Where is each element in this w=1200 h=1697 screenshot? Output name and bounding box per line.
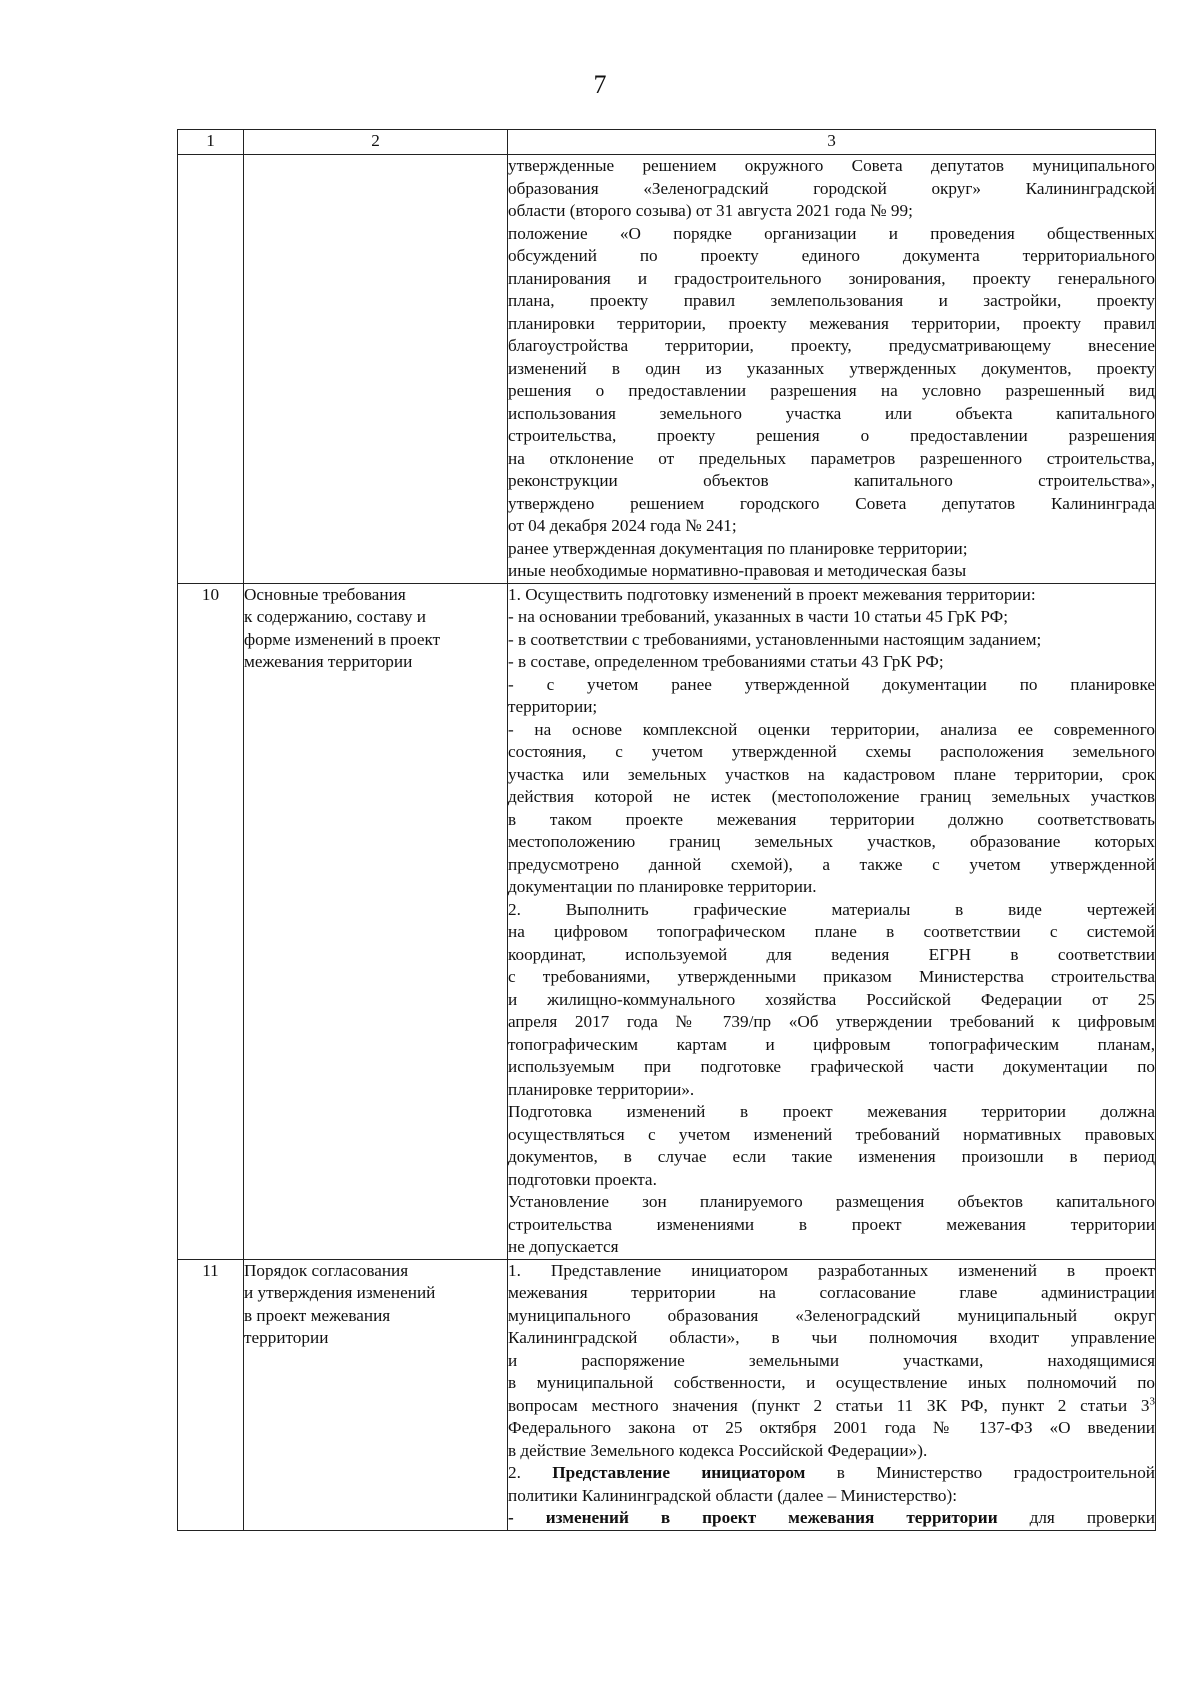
text-line: образования «Зеленоградский городской округ» Калининградской	[508, 178, 1155, 198]
text-line: 2. Выполнить графические материалы в виде чертежей	[508, 899, 1155, 919]
text-line: 1. Осуществить подготовку изменений в проект межевания территории:	[508, 584, 1036, 604]
text-line: решения о предоставлении разрешения на условно разрешенный вид	[508, 381, 1155, 400]
text-line: участка или земельных участков на кадастровом плане территории, срок	[508, 764, 1155, 784]
text-line: осуществляться с учетом изменений требований нормативных правовых	[508, 1124, 1155, 1144]
text-line: от 04 декабря 2024 года № 241;	[508, 516, 737, 535]
superscript: 3	[1149, 1394, 1155, 1407]
text-line: планировке территории».	[508, 1079, 695, 1099]
text-fragment: в Министерство градостроительной	[836, 1463, 1155, 1482]
text-line: не допускается	[508, 1237, 619, 1256]
table-header-row	[178, 130, 1156, 155]
text-line	[508, 1462, 1155, 1485]
text-line: на отклонение от предельных параметров разрешенного строительства,	[508, 448, 1155, 468]
text-line: местоположению границ земельных участков, образование которых	[508, 832, 1155, 851]
row-title-cell	[244, 155, 508, 584]
table-row-10	[178, 583, 1156, 1259]
row-content-cell	[508, 155, 1156, 584]
column-header-2: 2	[244, 130, 508, 155]
text-line: используемым при подготовке графической части документации по	[508, 1057, 1155, 1076]
text-line: территории;	[508, 697, 598, 716]
row-content-cell	[508, 583, 1156, 1259]
text-line: строительства изменениями в проект межевания территории	[508, 1214, 1155, 1234]
text-line: - в соответствии с требованиями, установленными настоящим заданием;	[508, 629, 1042, 649]
text-line	[508, 1395, 1155, 1418]
text-line: - в составе, определенном требованиями статьи 43 ГрК РФ;	[508, 652, 944, 671]
title-line: межевания территории	[244, 652, 413, 671]
text-line: действия которой не истек (местоположение границ земельных участков	[508, 787, 1155, 806]
column-header-1: 1	[178, 130, 244, 155]
row-number-cell: 10	[178, 583, 244, 1259]
text-line: состояния, с учетом утвержденной схемы расположения земельного	[508, 742, 1155, 761]
column-header-3: 3	[508, 130, 1156, 155]
text-line: межевания территории на согласование главе администрации	[508, 1283, 1155, 1302]
text-line: благоустройства территории, проекту, предусматривающему внесение	[508, 336, 1155, 355]
text-line: муниципального образования «Зеленоградский муниципальный округ	[508, 1305, 1155, 1325]
text-line: с требованиями, утвержденными приказом Министерства строительства	[508, 967, 1155, 986]
row-number-cell	[178, 155, 244, 584]
text-line: использования земельного участка или объекта капитального	[508, 403, 1155, 423]
row-title-cell	[244, 1259, 508, 1530]
text-line: и жилищно-коммунального хозяйства Российской Федерации от 25	[508, 989, 1155, 1009]
text-line: в таком проекте межевания территории должно соответствовать	[508, 809, 1155, 829]
text-line: иные необходимые нормативно-правовая и методическая базы	[508, 561, 967, 580]
text-line: апреля 2017 года № 739/пр «Об утверждении требований к цифровым	[508, 1012, 1155, 1031]
text-line: Федерального закона от 25 октября 2001 года № 137-ФЗ «О введении	[508, 1418, 1155, 1437]
text-line: предусмотрено данной схемой), а также с учетом утвержденной	[508, 854, 1155, 874]
text-line: на цифровом топографическом плане в соответствии с системой	[508, 922, 1155, 941]
text-line: строительства, проекту решения о предоставлении разрешения	[508, 426, 1155, 445]
text-line: - с учетом ранее утвержденной документации по планировке	[508, 674, 1155, 694]
title-line: форме изменений в проект	[244, 629, 441, 649]
text-line: реконструкции объектов капитального строительства»,	[508, 471, 1155, 490]
text-line: подготовки проекта.	[508, 1169, 657, 1189]
text-line: документации по планировке территории.	[508, 877, 817, 896]
title-line: Основные требования	[244, 584, 406, 604]
text-line: планирования и градостроительного зонирования, проекту генерального	[508, 268, 1155, 288]
text-line: политики Калининградской области (далее – Министерство):	[508, 1485, 957, 1505]
text-line: плана, проекту правил землепользования и застройки, проекту	[508, 291, 1155, 310]
table-row-11	[178, 1259, 1156, 1530]
row-content-cell	[508, 1259, 1156, 1530]
item-number: 2.	[508, 1463, 521, 1482]
text-line: положение «О порядке организации и проведения общественных	[508, 223, 1155, 243]
text-line: утверждено решением городского Совета депутатов Калининграда	[508, 493, 1155, 513]
text-line: ранее утвержденная документация по планировке территории;	[508, 538, 968, 558]
text-line: обсуждений по проекту единого документа территориального	[508, 246, 1155, 265]
title-line: в проект межевания	[244, 1305, 391, 1325]
text-line: координат, используемой для ведения ЕГРН в соответствии	[508, 944, 1155, 964]
text-fragment: вопросам местного значения (пункт 2 статьи 11 ЗК РФ, пункт 2 статьи 3	[508, 1395, 1150, 1415]
text-line: документов, в случае если такие изменения произошли в период	[508, 1147, 1155, 1166]
text-line	[508, 1507, 1155, 1530]
page-number: 7	[593, 70, 607, 99]
text-line: утвержденные решением окружного Совета депутатов муниципального	[508, 156, 1155, 175]
text-line: - на основе комплексной оценки территории, анализа ее современного	[508, 719, 1155, 739]
title-line: и утверждения изменений	[244, 1283, 436, 1302]
row-title-cell	[244, 583, 508, 1259]
text-line: 1. Представление инициатором разработанных изменений в проект	[508, 1260, 1155, 1280]
text-line: в действие Земельного кодекса Российской Федерации»).	[508, 1440, 928, 1460]
text-line: Подготовка изменений в проект межевания территории должна	[508, 1102, 1155, 1121]
text-line: топографическим картам и цифровым топографическим планам,	[508, 1034, 1155, 1054]
text-line: планировки территории, проекту межевания территории, проекту правил	[508, 313, 1155, 333]
bold-text: Представление инициатором	[552, 1463, 806, 1482]
text-line: и распоряжение земельными участками, находящимися	[508, 1350, 1155, 1370]
table-row-continuation	[178, 155, 1156, 584]
text-line: Установление зон планируемого размещения объектов капитального	[508, 1192, 1155, 1211]
requirements-table	[177, 129, 1156, 1531]
text-line: области (второго созыва) от 31 августа 2021 года № 99;	[508, 201, 913, 220]
text-line: Калининградской области», в чьи полномочия входит управление	[508, 1328, 1155, 1347]
bold-text: - изменений в проект межевания территории	[508, 1508, 998, 1527]
row-number-cell: 11	[178, 1259, 244, 1530]
title-line: к содержанию, составу и	[244, 607, 426, 626]
title-line: Порядок согласования	[244, 1260, 409, 1280]
text-fragment: для проверки	[1029, 1508, 1155, 1527]
title-line: территории	[244, 1328, 329, 1347]
text-line: изменений в один из указанных утвержденных документов, проекту	[508, 358, 1155, 378]
text-line: - на основании требований, указанных в части 10 статьи 45 ГрК РФ;	[508, 607, 1009, 626]
text-line: в муниципальной собственности, и осуществление иных полномочий по	[508, 1373, 1155, 1392]
